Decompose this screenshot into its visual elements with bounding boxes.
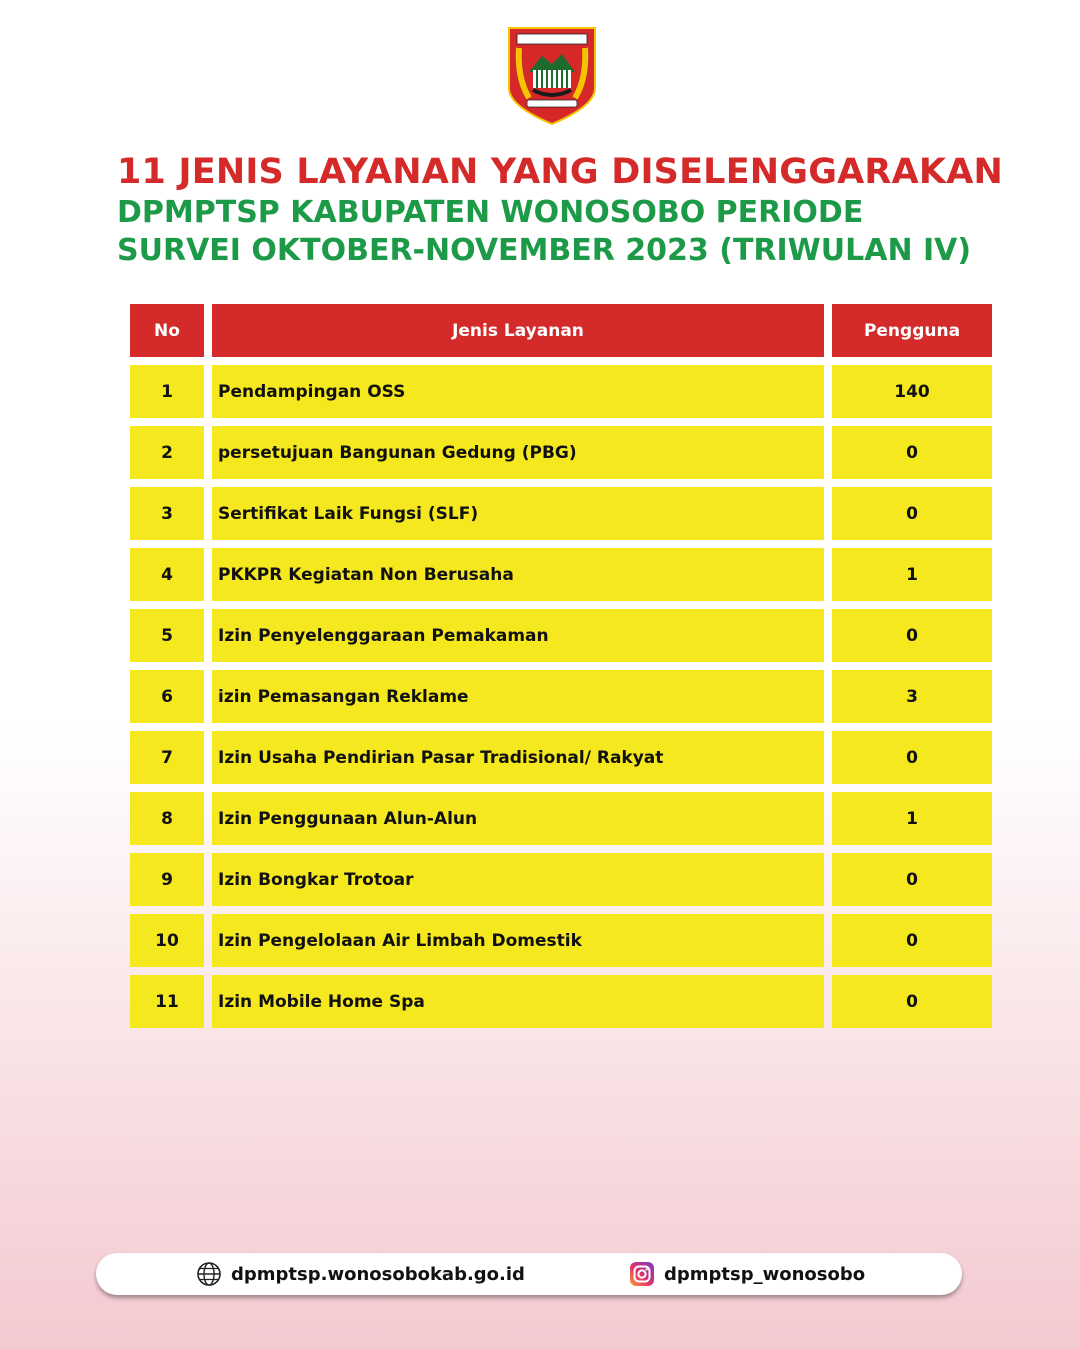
table-row	[130, 914, 992, 967]
row-service: persetujuan Bangunan Gedung (PBG)	[212, 426, 824, 479]
table-row	[130, 853, 992, 906]
table-row	[130, 609, 992, 662]
row-users: 1	[832, 792, 992, 845]
title-line-2: DPMPTSP KABUPATEN WONOSOBO PERIODE	[117, 195, 864, 230]
header-users: Pengguna	[832, 304, 992, 357]
website-text: dpmptsp.wonosobokab.go.id	[231, 1263, 525, 1285]
row-users: 0	[832, 426, 992, 479]
row-service: PKKPR Kegiatan Non Berusaha	[212, 548, 824, 601]
instagram-icon	[629, 1261, 655, 1287]
row-no: 6	[130, 670, 204, 723]
regency-emblem-logo	[507, 26, 597, 126]
footer-contact-bar	[96, 1253, 962, 1295]
row-service: Izin Bongkar Trotoar	[212, 853, 824, 906]
row-no: 5	[130, 609, 204, 662]
row-service: izin Pemasangan Reklame	[212, 670, 824, 723]
table-row	[130, 731, 992, 784]
row-users: 1	[832, 548, 992, 601]
row-users: 0	[832, 853, 992, 906]
row-service: Izin Usaha Pendirian Pasar Tradisional/ Rakyat	[212, 731, 824, 784]
table-row	[130, 365, 992, 418]
website-link[interactable]	[196, 1253, 525, 1295]
row-users: 0	[832, 731, 992, 784]
table-row	[130, 975, 992, 1028]
row-users: 0	[832, 609, 992, 662]
title-line-3: SURVEI OKTOBER-NOVEMBER 2023 (TRIWULAN IV)	[117, 233, 972, 268]
row-no: 10	[130, 914, 204, 967]
row-no: 3	[130, 487, 204, 540]
row-users: 0	[832, 914, 992, 967]
row-no: 2	[130, 426, 204, 479]
row-users: 3	[832, 670, 992, 723]
row-no: 8	[130, 792, 204, 845]
row-service: Izin Penggunaan Alun-Alun	[212, 792, 824, 845]
instagram-link[interactable]	[629, 1253, 865, 1295]
row-no: 1	[130, 365, 204, 418]
table-row	[130, 548, 992, 601]
table-row	[130, 487, 992, 540]
row-service: Izin Pengelolaan Air Limbah Domestik	[212, 914, 824, 967]
header-no: No	[130, 304, 204, 357]
row-service: Izin Penyelenggaraan Pemakaman	[212, 609, 824, 662]
services-table	[122, 296, 1000, 1036]
table-row	[130, 670, 992, 723]
row-no: 11	[130, 975, 204, 1028]
title-line-1: 11 JENIS LAYANAN YANG DISELENGGARAKAN	[117, 152, 1003, 192]
instagram-text: dpmptsp_wonosobo	[664, 1263, 866, 1285]
row-users: 0	[832, 487, 992, 540]
row-no: 4	[130, 548, 204, 601]
row-service: Sertifikat Laik Fungsi (SLF)	[212, 487, 824, 540]
row-service: Izin Mobile Home Spa	[212, 975, 824, 1028]
row-no: 9	[130, 853, 204, 906]
table-row	[130, 792, 992, 845]
row-service: Pendampingan OSS	[212, 365, 824, 418]
row-users: 140	[832, 365, 992, 418]
row-no: 7	[130, 731, 204, 784]
table-row	[130, 426, 992, 479]
table-header-row	[130, 304, 992, 357]
row-users: 0	[832, 975, 992, 1028]
header-service: Jenis Layanan	[212, 304, 824, 357]
globe-icon	[196, 1261, 222, 1287]
page-title	[117, 150, 1057, 270]
